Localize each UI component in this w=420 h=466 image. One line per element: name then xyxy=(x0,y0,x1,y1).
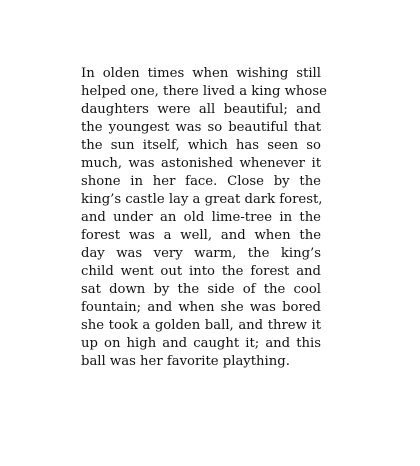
paragraph-line: shone in her face. Close by the xyxy=(81,174,321,189)
paragraph-line: child went out into the forest and xyxy=(81,264,321,279)
paragraph-line: daughters were all beautiful; and xyxy=(81,102,321,117)
paragraph-line: much, was astonished whenever it xyxy=(81,156,321,171)
paragraph-line: fountain; and when she was bored xyxy=(81,300,321,315)
paragraph-line: ball was her favorite plaything. xyxy=(81,354,290,369)
body-paragraph xyxy=(81,65,327,371)
paragraph-line: king’s castle lay a great dark forest, xyxy=(81,192,323,207)
paragraph-line: day was very warm, the king’s xyxy=(81,246,321,261)
paragraph-line: sat down by the side of the cool xyxy=(81,282,321,297)
paragraph-line: the sun itself, which has seen so xyxy=(81,138,321,153)
paragraph-line: she took a golden ball, and threw it xyxy=(81,318,321,333)
paragraph-line: helped one, there lived a king whose xyxy=(81,84,327,99)
paragraph-line: the youngest was so beautiful that xyxy=(81,120,321,135)
paragraph-line: and under an old lime-tree in the xyxy=(81,210,321,225)
paragraph-line: In olden times when wishing still xyxy=(81,66,321,81)
paragraph-line: up on high and caught it; and this xyxy=(81,336,321,351)
paragraph-line: forest was a well, and when the xyxy=(81,228,321,243)
